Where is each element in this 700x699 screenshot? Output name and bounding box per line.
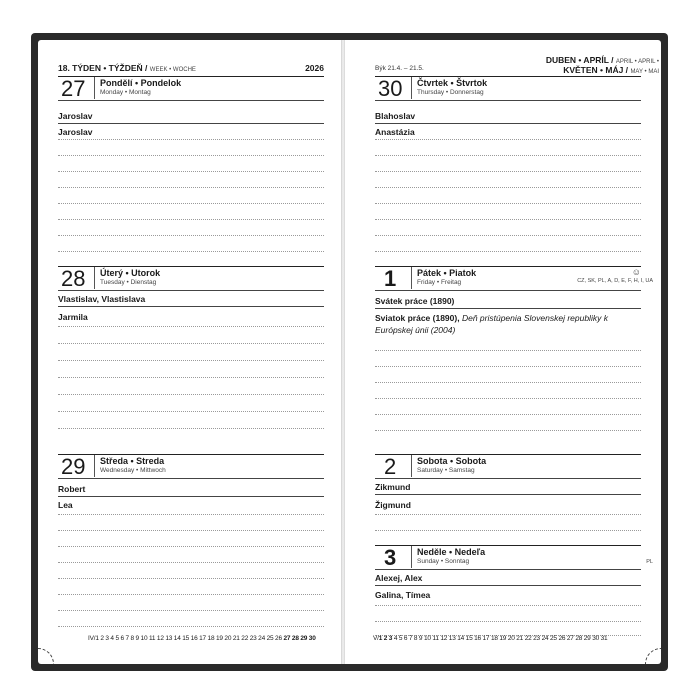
- day-block-2: [375, 454, 641, 542]
- day-number: 30: [378, 76, 403, 101]
- day-name: Čtvrtek • Štvrtok: [417, 78, 488, 88]
- nameday-cz: Jaroslav: [58, 111, 93, 121]
- day-name-en-de: Wednesday • Mittwoch: [100, 467, 166, 474]
- holiday-countries: PL: [646, 559, 653, 565]
- smiley-icon: ☺: [631, 267, 641, 277]
- day-number: 27: [61, 76, 86, 101]
- day-number: 28: [61, 266, 86, 291]
- holiday-sk: Sviatok práce (1890), Deň pristúpenia Slovenskej republiky k Európskej únii (2004): [375, 313, 608, 335]
- day-name-en-de: Friday • Freitag: [417, 279, 462, 286]
- day-block-29: [58, 454, 324, 630]
- year-label: 2026: [305, 63, 324, 73]
- nameday-sk: Jarmila: [58, 312, 88, 322]
- nameday-cz: Alexej, Alex: [375, 573, 423, 583]
- day-block-30: [375, 76, 641, 252]
- nameday-cz: Vlastislav, Vlastislava: [58, 294, 146, 304]
- day-name-en-de: Tuesday • Dienstag: [100, 279, 157, 286]
- day-name: Úterý • Utorok: [100, 268, 161, 278]
- nameday-sk: Jaroslav: [58, 127, 93, 137]
- day-name: Pátek • Piatok: [417, 268, 477, 278]
- week-header: 18. TÝDEN • TÝŽDEŇ / WEEK • WOCHE: [58, 63, 196, 73]
- day-number: 2: [384, 454, 397, 479]
- nameday-sk: Žigmund: [375, 500, 411, 510]
- day-name-en-de: Monday • Montag: [100, 89, 151, 96]
- day-name-en-de: Thursday • Donnerstag: [417, 89, 484, 96]
- holiday-cz: Svátek práce (1890): [375, 296, 455, 306]
- left-page: [38, 40, 341, 664]
- day-block-1: [375, 266, 653, 442]
- nameday-cz: Zikmund: [375, 482, 411, 492]
- right-page: [345, 40, 661, 664]
- nameday-sk: Galina, Tímea: [375, 590, 431, 600]
- day-name: Pondělí • Pondelok: [100, 78, 182, 88]
- holiday-countries: CZ, SK, PL, A, D, E, F, H, I, UA: [577, 278, 653, 284]
- corner-perforation: [645, 648, 661, 664]
- day-name: Neděle • Nedeľa: [417, 547, 486, 557]
- day-name: Sobota • Sobota: [417, 456, 487, 466]
- nameday-cz: Blahoslav: [375, 111, 416, 121]
- day-name-en-de: Saturday • Samstag: [417, 467, 475, 474]
- day-number: 1: [384, 266, 397, 291]
- nameday-sk: Anastázia: [375, 127, 415, 137]
- nameday-sk: Lea: [58, 500, 73, 510]
- month-strip-april: IV/1 2 3 4 5 6 7 8 9 10 11 12 13 14 15 16 17 18 19 20 21 22 23 24 25 26 27 28 29 30: [88, 635, 316, 642]
- day-number: 29: [61, 454, 86, 479]
- corner-perforation: [38, 648, 54, 664]
- zodiac-label: Býk 21.4. – 21.5.: [375, 65, 424, 72]
- nameday-cz: Robert: [58, 484, 86, 494]
- day-block-28: [58, 266, 324, 442]
- month-header-1: DUBEN • APRÍL / APRIL • APRIL •: [545, 55, 659, 65]
- month-header-2: KVĚTEN • MÁJ / MAY • MAI: [563, 65, 659, 75]
- day-name-en-de: Sunday • Sonntag: [417, 558, 470, 565]
- day-block-27: [58, 76, 324, 252]
- day-block-3: [375, 545, 653, 635]
- day-number: 3: [384, 545, 397, 570]
- month-strip-may: V/1 2 3 4 5 6 7 8 9 10 11 12 13 14 15 16 17 18 19 20 21 22 23 24 25 26 27 28 29 30 31: [373, 635, 608, 642]
- day-name: Středa • Streda: [100, 456, 165, 466]
